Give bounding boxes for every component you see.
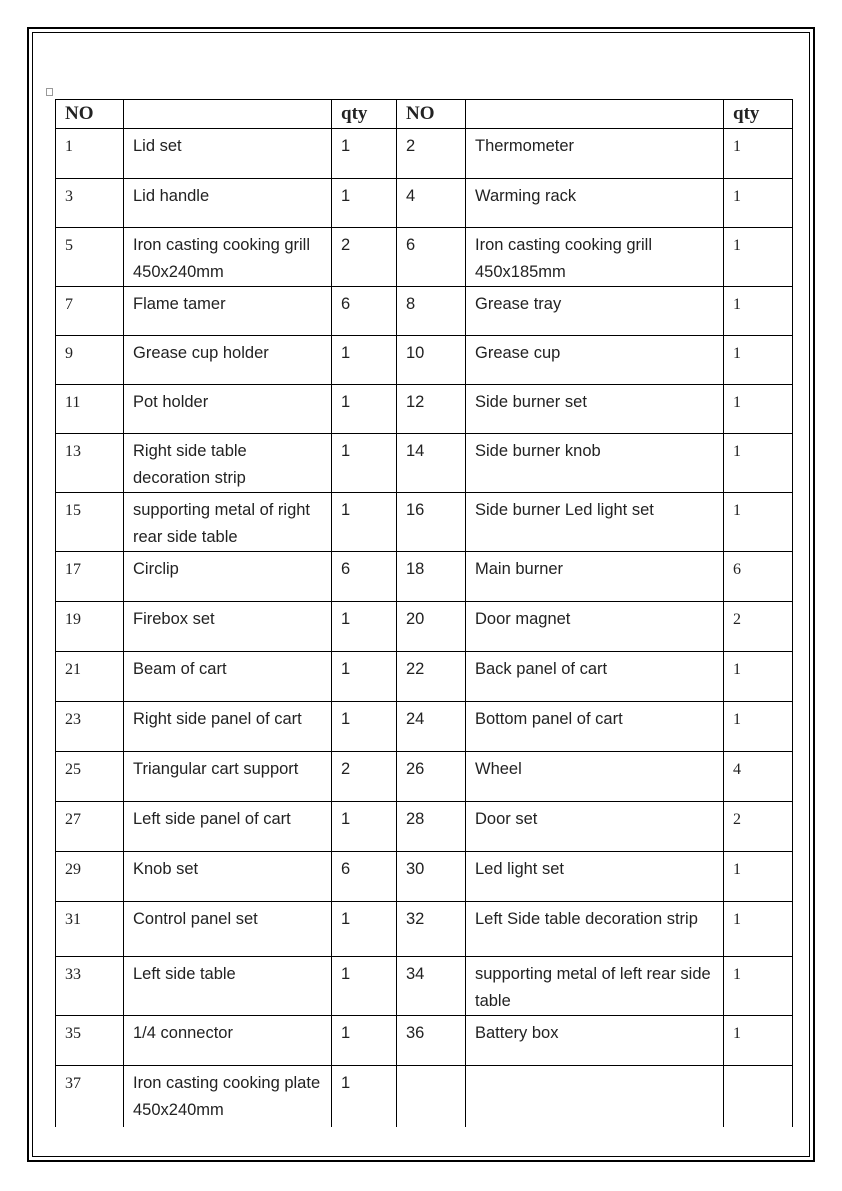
part-number: 31 <box>56 902 124 957</box>
part-qty: 1 <box>332 129 397 179</box>
header-name-left <box>124 100 332 129</box>
part-number: 6 <box>397 228 466 287</box>
part-number: 13 <box>56 434 124 493</box>
part-number <box>397 1066 466 1127</box>
part-name: Control panel set <box>124 902 332 957</box>
table-row <box>56 852 793 902</box>
table-row <box>56 752 793 802</box>
part-qty: 1 <box>332 652 397 702</box>
part-qty: 1 <box>332 602 397 652</box>
part-name <box>466 1066 724 1127</box>
part-number: 17 <box>56 552 124 602</box>
part-name: Side burner set <box>466 385 724 434</box>
part-name: Circlip <box>124 552 332 602</box>
part-name: Door magnet <box>466 602 724 652</box>
header-name-right <box>466 100 724 129</box>
part-qty: 6 <box>332 552 397 602</box>
part-number: 20 <box>397 602 466 652</box>
table-row <box>56 493 793 552</box>
part-qty: 1 <box>724 385 793 434</box>
part-name: Flame tamer <box>124 287 332 336</box>
part-number: 10 <box>397 336 466 385</box>
part-number: 1 <box>56 129 124 179</box>
part-qty: 6 <box>332 852 397 902</box>
part-name: Side burner Led light set <box>466 493 724 552</box>
header-qty-right: qty <box>724 100 793 129</box>
part-name: Pot holder <box>124 385 332 434</box>
part-qty: 6 <box>724 552 793 602</box>
part-name: Triangular cart support <box>124 752 332 802</box>
part-qty <box>724 1066 793 1127</box>
part-name: Lid handle <box>124 179 332 228</box>
part-qty: 1 <box>724 129 793 179</box>
part-qty: 6 <box>332 287 397 336</box>
part-name: Iron casting cooking grill 450x185mm <box>466 228 724 287</box>
part-name: Warming rack <box>466 179 724 228</box>
part-qty: 1 <box>332 179 397 228</box>
part-number: 24 <box>397 702 466 752</box>
part-name: Left side table <box>124 957 332 1016</box>
part-number: 36 <box>397 1016 466 1066</box>
part-number: 14 <box>397 434 466 493</box>
part-name: Right side panel of cart <box>124 702 332 752</box>
part-qty: 1 <box>724 957 793 1016</box>
part-qty: 1 <box>332 1016 397 1066</box>
part-name: Led light set <box>466 852 724 902</box>
part-qty: 1 <box>724 228 793 287</box>
part-number: 35 <box>56 1016 124 1066</box>
part-qty: 2 <box>724 802 793 852</box>
part-number: 22 <box>397 652 466 702</box>
table-header-row <box>56 100 793 129</box>
part-name: supporting metal of right rear side table <box>124 493 332 552</box>
part-number: 34 <box>397 957 466 1016</box>
part-qty: 1 <box>724 902 793 957</box>
part-number: 32 <box>397 902 466 957</box>
table-row <box>56 179 793 228</box>
part-name: Lid set <box>124 129 332 179</box>
table-row <box>56 552 793 602</box>
table-row <box>56 602 793 652</box>
part-name: Bottom panel of cart <box>466 702 724 752</box>
table-row <box>56 802 793 852</box>
part-number: 7 <box>56 287 124 336</box>
header-no-left: NO <box>56 100 124 129</box>
part-qty: 1 <box>332 957 397 1016</box>
table-row <box>56 902 793 957</box>
part-name: Wheel <box>466 752 724 802</box>
table-row <box>56 434 793 493</box>
part-name: Grease cup holder <box>124 336 332 385</box>
part-qty: 1 <box>332 902 397 957</box>
part-name: Left Side table decoration strip <box>466 902 724 957</box>
part-number: 9 <box>56 336 124 385</box>
table-row <box>56 957 793 1016</box>
part-number: 26 <box>397 752 466 802</box>
part-name: Main burner <box>466 552 724 602</box>
part-name: Thermometer <box>466 129 724 179</box>
part-qty: 1 <box>724 652 793 702</box>
part-number: 15 <box>56 493 124 552</box>
part-number: 23 <box>56 702 124 752</box>
table-row <box>56 385 793 434</box>
part-number: 27 <box>56 802 124 852</box>
table-row <box>56 336 793 385</box>
part-number: 12 <box>397 385 466 434</box>
part-number: 29 <box>56 852 124 902</box>
part-number: 11 <box>56 385 124 434</box>
part-qty: 1 <box>332 1066 397 1127</box>
table-row <box>56 129 793 179</box>
part-qty: 1 <box>724 1016 793 1066</box>
table-row <box>56 1016 793 1066</box>
part-qty: 1 <box>332 385 397 434</box>
part-name: supporting metal of left rear side table <box>466 957 724 1016</box>
table-row <box>56 652 793 702</box>
part-qty: 1 <box>724 852 793 902</box>
part-name: Door set <box>466 802 724 852</box>
part-qty: 4 <box>724 752 793 802</box>
part-qty: 2 <box>724 602 793 652</box>
part-name: Beam of cart <box>124 652 332 702</box>
part-name: Right side table decoration strip <box>124 434 332 493</box>
part-number: 8 <box>397 287 466 336</box>
header-qty-left: qty <box>332 100 397 129</box>
part-number: 5 <box>56 228 124 287</box>
parts-table-body <box>56 129 793 1127</box>
part-qty: 1 <box>724 493 793 552</box>
part-qty: 1 <box>332 434 397 493</box>
part-name: Left side panel of cart <box>124 802 332 852</box>
part-number: 4 <box>397 179 466 228</box>
part-number: 16 <box>397 493 466 552</box>
part-qty: 1 <box>724 336 793 385</box>
part-name: Side burner knob <box>466 434 724 493</box>
part-qty: 1 <box>724 179 793 228</box>
part-qty: 1 <box>332 336 397 385</box>
part-number: 19 <box>56 602 124 652</box>
part-qty: 1 <box>724 702 793 752</box>
part-name: Back panel of cart <box>466 652 724 702</box>
table-row <box>56 1066 793 1127</box>
part-qty: 1 <box>332 493 397 552</box>
part-name: Grease tray <box>466 287 724 336</box>
part-name: Knob set <box>124 852 332 902</box>
table-row <box>56 702 793 752</box>
part-name: 1/4 connector <box>124 1016 332 1066</box>
part-name: Battery box <box>466 1016 724 1066</box>
part-qty: 1 <box>724 434 793 493</box>
part-number: 25 <box>56 752 124 802</box>
part-qty: 1 <box>724 287 793 336</box>
part-qty: 2 <box>332 752 397 802</box>
part-number: 30 <box>397 852 466 902</box>
part-qty: 1 <box>332 702 397 752</box>
part-number: 37 <box>56 1066 124 1127</box>
table-row <box>56 228 793 287</box>
part-qty: 1 <box>332 802 397 852</box>
header-no-right: NO <box>397 100 466 129</box>
parts-list-table <box>55 99 793 1127</box>
part-name: Firebox set <box>124 602 332 652</box>
part-number: 28 <box>397 802 466 852</box>
part-number: 3 <box>56 179 124 228</box>
part-number: 2 <box>397 129 466 179</box>
part-number: 33 <box>56 957 124 1016</box>
part-qty: 2 <box>332 228 397 287</box>
part-name: Iron casting cooking plate 450x240mm <box>124 1066 332 1127</box>
part-name: Iron casting cooking grill 450x240mm <box>124 228 332 287</box>
part-name: Grease cup <box>466 336 724 385</box>
table-row <box>56 287 793 336</box>
part-number: 18 <box>397 552 466 602</box>
table-anchor-icon <box>46 88 53 96</box>
part-number: 21 <box>56 652 124 702</box>
